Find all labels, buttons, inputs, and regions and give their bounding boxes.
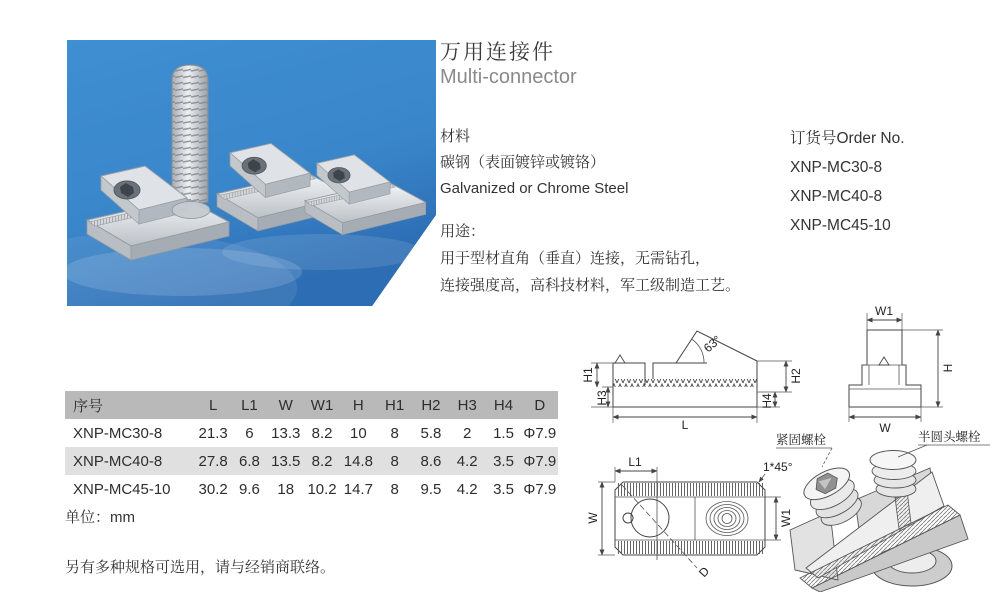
dim-label-h: H [941,363,955,373]
cell-model: XNP-MC45-10 [73,480,171,498]
cell: 8 [390,480,399,498]
col-header: D [534,396,546,414]
cell: 3.5 [493,452,514,470]
page-title-en: Multi-connector [440,66,577,88]
technical-drawings [575,295,1003,592]
cell: 4.2 [456,480,478,498]
cell: 8.2 [311,424,333,442]
large-hole [631,499,669,537]
col-header: H3 [457,396,477,414]
cell: 13.3 [271,424,301,442]
cell: Φ7.9 [523,424,557,442]
cell: 18 [277,480,295,498]
material-line-zh: 碳钢（表面镀锌或镀铬） [440,154,606,171]
col-header: W1 [310,396,334,414]
cell: 3.5 [493,480,514,498]
fastening-bolt-label: 紧固螺栓 [776,433,827,447]
chamfer-label: 1*45° [763,460,793,474]
col-header: H4 [493,396,514,414]
usage-line1: 用于型材直角（垂直）连接，无需钻孔， [440,250,711,267]
dim-label-h4: H4 [760,393,774,409]
dim-label-w1: W1 [875,304,893,318]
surface-mark-icon [879,357,889,365]
isometric-view-drawing [776,429,990,592]
col-header: L1 [241,396,258,414]
button-head-bolt-label: 半圆头螺栓 [918,430,981,444]
usage-section [440,218,740,299]
table-row [65,475,558,503]
material-section [440,124,628,202]
cell: 2 [463,424,472,442]
dim-label-w: W [586,512,600,524]
cell: Φ7.9 [523,452,557,470]
order-item: XNP-MC30-8 [790,159,883,176]
usage-label: 用途： [440,223,486,240]
cell: 21.3 [198,424,228,442]
cell: 1.5 [493,424,514,442]
bolt-washer [172,202,210,219]
cell: 14.7 [343,480,373,498]
table-header-row [65,391,558,419]
col-header: W [278,396,293,414]
cell-model: XNP-MC30-8 [73,424,163,442]
material-line-en: Galvanized or Chrome Steel [440,180,629,197]
cell: 9.5 [420,480,442,498]
order-label: 订货号Order No. [790,130,905,147]
cell-model: XNP-MC40-8 [73,452,163,470]
cell: 8 [390,452,399,470]
side-view-drawing [581,331,803,432]
dim-label-d: D [695,564,713,580]
front-view-drawing [849,304,955,435]
threaded-hole [706,502,748,536]
threaded-bolt [172,65,208,206]
cell: 10 [349,424,367,442]
cell: 27.8 [198,452,228,470]
product-photo-illustration [67,40,436,306]
cell: 8 [390,424,399,442]
thread-serration [613,379,757,387]
cell: 10.2 [307,480,337,498]
order-item: XNP-MC40-8 [790,188,883,205]
col-header: H [352,396,364,414]
dim-label-h3: H3 [595,390,609,406]
col-header: 序号 [73,397,104,415]
dim-label-l: L [681,418,689,432]
plan-view-drawing [586,455,793,580]
footer-note: 另有多种规格可选用，请与经销商联络。 [65,559,336,576]
order-item: XNP-MC45-10 [790,217,891,234]
dim-label-w: W [879,421,891,435]
cell: 9.6 [239,480,260,498]
table-row [65,447,558,475]
cell: 4.2 [456,452,478,470]
surface-mark-icon [615,355,625,363]
table-row [65,419,558,447]
knurled-edge [616,483,764,496]
cell: 6 [245,424,254,442]
material-label: 材料 [440,128,471,145]
cell: 6.8 [239,452,260,470]
col-header: H2 [421,396,441,414]
usage-line2: 连接强度高，高科技材料，军工级制造工艺。 [440,277,741,294]
dim-label-angle: 63° [700,332,724,356]
cell: 8.6 [420,452,442,470]
cell: 5.8 [420,424,442,442]
cell: Φ7.9 [523,480,557,498]
dim-label-l1: L1 [628,455,642,469]
dim-label-w1: W1 [779,509,793,527]
page-title-zh: 万用连接件 [440,41,555,64]
cell: 13.5 [271,452,301,470]
cell: 30.2 [198,480,228,498]
dim-label-h1: H1 [581,367,595,383]
col-header: L [208,396,218,414]
unit-note: 单位：mm [65,509,135,526]
cell: 14.8 [343,452,373,470]
dim-label-h2: H2 [789,368,803,384]
knurled-edge [616,541,764,554]
order-section [790,124,905,240]
product-photo [67,40,436,306]
spec-table [65,391,558,503]
cell: 8.2 [311,452,333,470]
col-header: H1 [385,396,405,414]
